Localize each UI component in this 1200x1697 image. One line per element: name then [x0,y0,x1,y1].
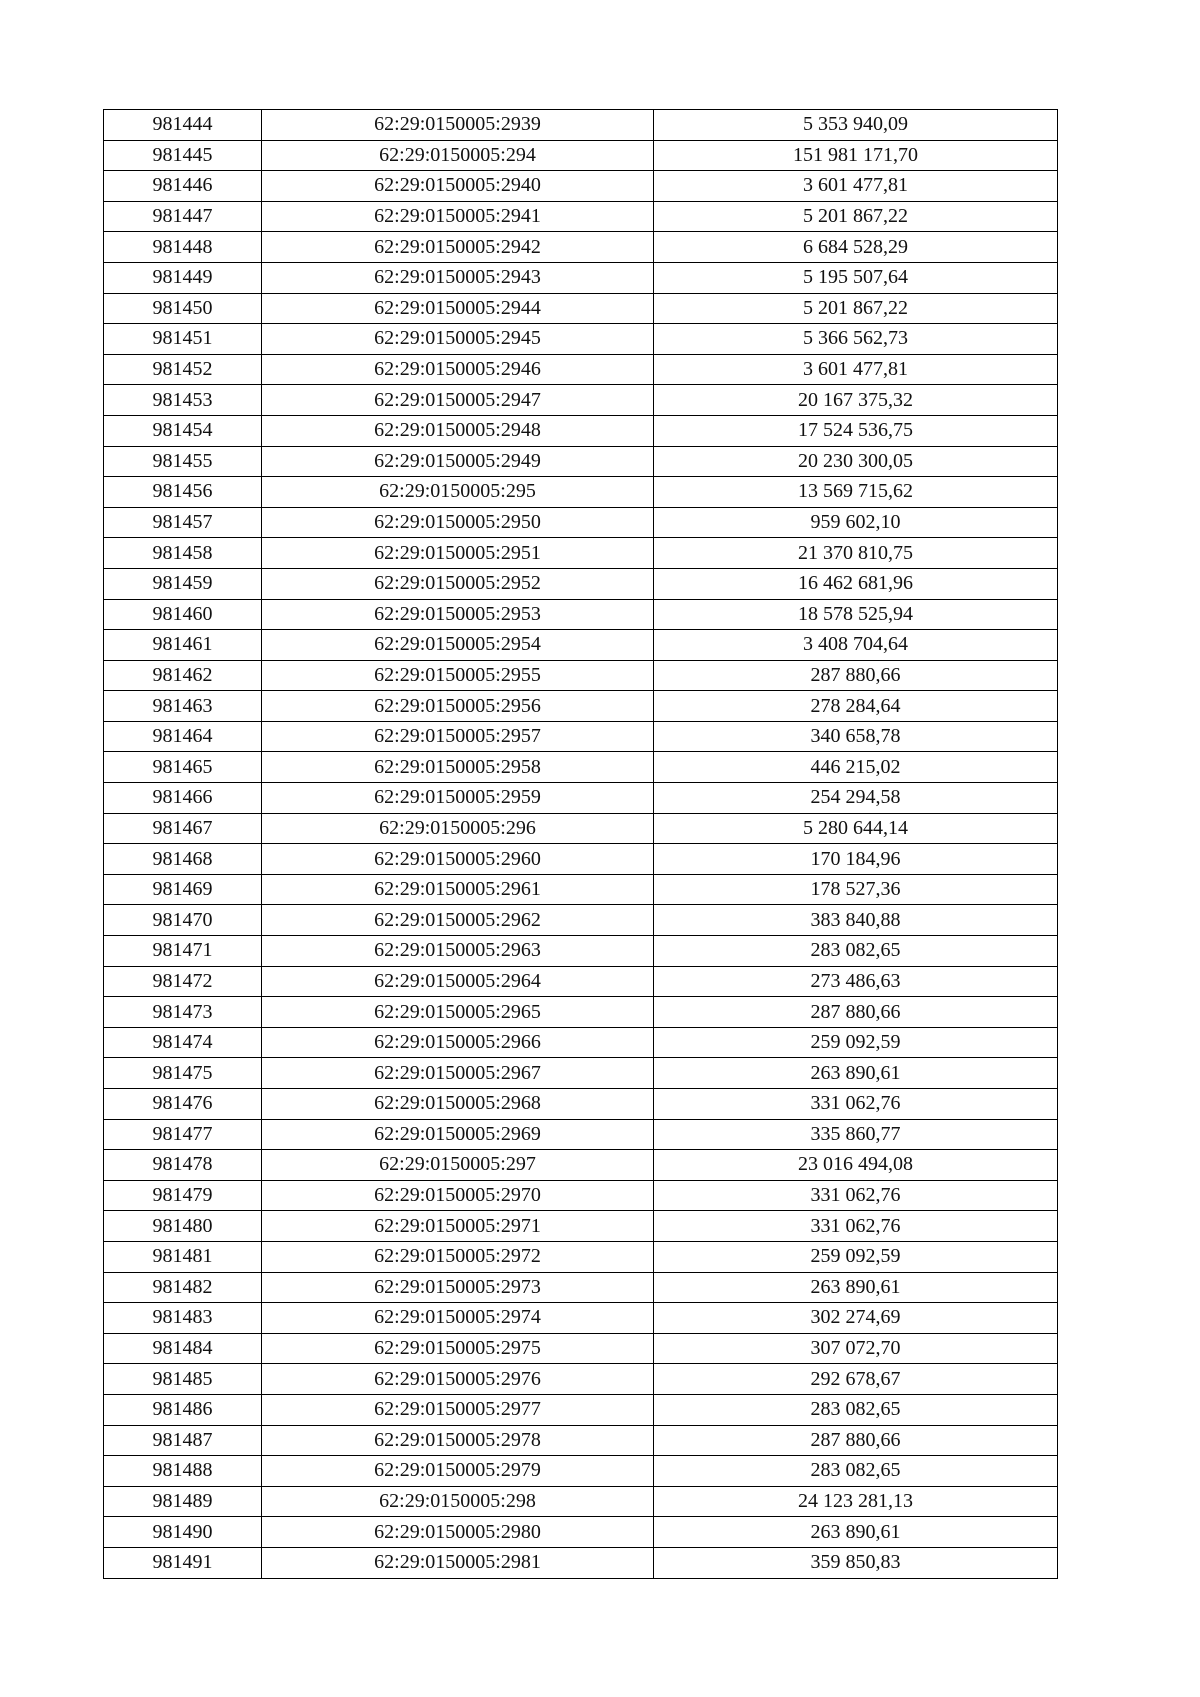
cadastral-number-cell: 62:29:0150005:2943 [262,262,654,293]
table-row [104,630,1058,661]
table-row [104,997,1058,1028]
cadastral-value-cell: 5 280 644,14 [654,813,1058,844]
cadastral-number-cell: 62:29:0150005:2968 [262,1089,654,1120]
cadastral-value-cell: 6 684 528,29 [654,232,1058,263]
row-number-cell: 981480 [104,1211,262,1242]
cadastral-value-cell: 3 601 477,81 [654,171,1058,202]
cadastral-number-cell: 62:29:0150005:2948 [262,415,654,446]
cadastral-number-cell: 62:29:0150005:2954 [262,630,654,661]
row-number-cell: 981473 [104,997,262,1028]
cadastral-value-cell: 283 082,65 [654,1394,1058,1425]
cadastral-number-cell: 62:29:0150005:2953 [262,599,654,630]
cadastral-number-cell: 62:29:0150005:2939 [262,110,654,141]
cadastral-value-cell: 292 678,67 [654,1364,1058,1395]
cadastral-value-cell: 13 569 715,62 [654,477,1058,508]
cadastral-value-cell: 307 072,70 [654,1333,1058,1364]
row-number-cell: 981445 [104,140,262,171]
cadastral-number-cell: 62:29:0150005:2979 [262,1456,654,1487]
cadastral-number-cell: 62:29:0150005:2946 [262,354,654,385]
cadastral-value-cell: 331 062,76 [654,1180,1058,1211]
cadastral-number-cell: 62:29:0150005:2950 [262,507,654,538]
table-row [104,354,1058,385]
cadastral-value-cell: 3 408 704,64 [654,630,1058,661]
table-row [104,171,1058,202]
cadastral-value-cell: 273 486,63 [654,966,1058,997]
cadastral-number-cell: 62:29:0150005:2981 [262,1547,654,1578]
row-number-cell: 981491 [104,1547,262,1578]
row-number-cell: 981453 [104,385,262,416]
cadastral-number-cell: 62:29:0150005:2965 [262,997,654,1028]
table-row [104,324,1058,355]
cadastral-value-cell: 254 294,58 [654,783,1058,814]
cadastral-value-cell: 302 274,69 [654,1303,1058,1334]
table-row [104,966,1058,997]
cadastral-number-cell: 62:29:0150005:2976 [262,1364,654,1395]
cadastral-value-cell: 340 658,78 [654,721,1058,752]
cadastral-value-cell: 263 890,61 [654,1272,1058,1303]
table-row [104,1211,1058,1242]
row-number-cell: 981460 [104,599,262,630]
cadastral-number-cell: 62:29:0150005:295 [262,477,654,508]
table-row [104,293,1058,324]
row-number-cell: 981487 [104,1425,262,1456]
cadastral-value-cell: 21 370 810,75 [654,538,1058,569]
cadastral-value-cell: 5 353 940,09 [654,110,1058,141]
row-number-cell: 981448 [104,232,262,263]
cadastral-number-cell: 62:29:0150005:2960 [262,844,654,875]
row-number-cell: 981474 [104,1027,262,1058]
table-row [104,1119,1058,1150]
row-number-cell: 981472 [104,966,262,997]
row-number-cell: 981476 [104,1089,262,1120]
cadastral-value-cell: 959 602,10 [654,507,1058,538]
cadastral-number-cell: 62:29:0150005:2949 [262,446,654,477]
row-number-cell: 981477 [104,1119,262,1150]
row-number-cell: 981471 [104,936,262,967]
cadastral-number-cell: 62:29:0150005:2975 [262,1333,654,1364]
row-number-cell: 981490 [104,1517,262,1548]
cadastral-number-cell: 62:29:0150005:2971 [262,1211,654,1242]
table-row [104,201,1058,232]
table-row [104,1517,1058,1548]
cadastral-number-cell: 62:29:0150005:2969 [262,1119,654,1150]
cadastral-value-cell: 278 284,64 [654,691,1058,722]
table-row [104,1089,1058,1120]
row-number-cell: 981485 [104,1364,262,1395]
cadastral-value-cell: 5 201 867,22 [654,293,1058,324]
row-number-cell: 981469 [104,874,262,905]
cadastral-number-cell: 62:29:0150005:2945 [262,324,654,355]
cadastral-number-cell: 62:29:0150005:2967 [262,1058,654,1089]
cadastral-value-cell: 20 230 300,05 [654,446,1058,477]
cadastral-number-cell: 62:29:0150005:2966 [262,1027,654,1058]
row-number-cell: 981450 [104,293,262,324]
cadastral-number-cell: 62:29:0150005:2980 [262,1517,654,1548]
cadastral-number-cell: 62:29:0150005:2955 [262,660,654,691]
table-row [104,1364,1058,1395]
cadastral-value-cell: 359 850,83 [654,1547,1058,1578]
table-row [104,1027,1058,1058]
row-number-cell: 981455 [104,446,262,477]
table-row [104,874,1058,905]
row-number-cell: 981452 [104,354,262,385]
cadastral-number-cell: 62:29:0150005:2957 [262,721,654,752]
cadastral-value-cell: 263 890,61 [654,1517,1058,1548]
table-row [104,538,1058,569]
table-row [104,936,1058,967]
cadastral-value-cell: 283 082,65 [654,936,1058,967]
cadastral-number-cell: 62:29:0150005:2940 [262,171,654,202]
cadastral-number-cell: 62:29:0150005:2972 [262,1241,654,1272]
table-row [104,110,1058,141]
cadastral-number-cell: 62:29:0150005:294 [262,140,654,171]
cadastral-number-cell: 62:29:0150005:2977 [262,1394,654,1425]
cadastral-value-cell: 20 167 375,32 [654,385,1058,416]
table-row [104,1333,1058,1364]
row-number-cell: 981464 [104,721,262,752]
cadastral-number-cell: 62:29:0150005:2961 [262,874,654,905]
cadastral-value-cell: 259 092,59 [654,1241,1058,1272]
cadastral-value-cell: 335 860,77 [654,1119,1058,1150]
cadastral-value-cell: 263 890,61 [654,1058,1058,1089]
cadastral-value-cell: 3 601 477,81 [654,354,1058,385]
row-number-cell: 981479 [104,1180,262,1211]
row-number-cell: 981467 [104,813,262,844]
table-row [104,477,1058,508]
cadastral-value-cell: 5 195 507,64 [654,262,1058,293]
row-number-cell: 981463 [104,691,262,722]
row-number-cell: 981447 [104,201,262,232]
row-number-cell: 981457 [104,507,262,538]
cadastral-value-cell: 5 201 867,22 [654,201,1058,232]
cadastral-value-cell: 23 016 494,08 [654,1150,1058,1181]
row-number-cell: 981444 [104,110,262,141]
cadastral-number-cell: 62:29:0150005:2974 [262,1303,654,1334]
row-number-cell: 981461 [104,630,262,661]
table-row [104,813,1058,844]
table-row [104,1394,1058,1425]
row-number-cell: 981465 [104,752,262,783]
cadastral-value-cell: 287 880,66 [654,660,1058,691]
cadastral-number-cell: 62:29:0150005:2970 [262,1180,654,1211]
cadastral-value-cell: 331 062,76 [654,1089,1058,1120]
cadastral-number-cell: 62:29:0150005:2963 [262,936,654,967]
table-row [104,1303,1058,1334]
cadastral-number-cell: 62:29:0150005:2973 [262,1272,654,1303]
table-row [104,752,1058,783]
table-row [104,783,1058,814]
cadastral-value-cell: 5 366 562,73 [654,324,1058,355]
table-row [104,905,1058,936]
row-number-cell: 981449 [104,262,262,293]
cadastral-value-cell: 446 215,02 [654,752,1058,783]
table-row [104,568,1058,599]
cadastral-value-cell: 24 123 281,13 [654,1486,1058,1517]
row-number-cell: 981454 [104,415,262,446]
cadastral-number-cell: 62:29:0150005:298 [262,1486,654,1517]
cadastral-number-cell: 62:29:0150005:2947 [262,385,654,416]
cadastral-number-cell: 62:29:0150005:2962 [262,905,654,936]
table-row [104,660,1058,691]
row-number-cell: 981462 [104,660,262,691]
cadastral-value-cell: 178 527,36 [654,874,1058,905]
cadastral-value-cell: 287 880,66 [654,997,1058,1028]
cadastral-value-cell: 383 840,88 [654,905,1058,936]
cadastral-value-cell: 17 524 536,75 [654,415,1058,446]
cadastral-value-cell: 283 082,65 [654,1456,1058,1487]
table-row [104,1425,1058,1456]
cadastral-number-cell: 62:29:0150005:2951 [262,538,654,569]
row-number-cell: 981446 [104,171,262,202]
cadastral-value-cell: 16 462 681,96 [654,568,1058,599]
table-row [104,1150,1058,1181]
table-row [104,507,1058,538]
cadastral-value-cell: 170 184,96 [654,844,1058,875]
cadastral-number-cell: 62:29:0150005:2941 [262,201,654,232]
cadastral-number-cell: 62:29:0150005:297 [262,1150,654,1181]
cadastral-number-cell: 62:29:0150005:2958 [262,752,654,783]
row-number-cell: 981470 [104,905,262,936]
cadastral-number-cell: 62:29:0150005:2978 [262,1425,654,1456]
table-row [104,446,1058,477]
row-number-cell: 981466 [104,783,262,814]
row-number-cell: 981483 [104,1303,262,1334]
cadastral-value-cell: 18 578 525,94 [654,599,1058,630]
row-number-cell: 981489 [104,1486,262,1517]
row-number-cell: 981459 [104,568,262,599]
table-row [104,691,1058,722]
table-row [104,415,1058,446]
table-row [104,1486,1058,1517]
row-number-cell: 981481 [104,1241,262,1272]
cadastral-value-cell: 151 981 171,70 [654,140,1058,171]
cadastral-number-cell: 62:29:0150005:2964 [262,966,654,997]
table-row [104,1180,1058,1211]
cadastral-number-cell: 62:29:0150005:2956 [262,691,654,722]
cadastral-value-table [103,109,1058,1579]
row-number-cell: 981456 [104,477,262,508]
table-row [104,1058,1058,1089]
table-row [104,385,1058,416]
cadastral-number-cell: 62:29:0150005:2944 [262,293,654,324]
table-row [104,140,1058,171]
cadastral-number-cell: 62:29:0150005:2942 [262,232,654,263]
table-row [104,599,1058,630]
row-number-cell: 981468 [104,844,262,875]
table-row [104,1272,1058,1303]
table-body [104,110,1058,1579]
row-number-cell: 981458 [104,538,262,569]
table-row [104,262,1058,293]
row-number-cell: 981482 [104,1272,262,1303]
cadastral-value-cell: 259 092,59 [654,1027,1058,1058]
cadastral-number-cell: 62:29:0150005:2952 [262,568,654,599]
row-number-cell: 981484 [104,1333,262,1364]
row-number-cell: 981478 [104,1150,262,1181]
table-row [104,721,1058,752]
cadastral-number-cell: 62:29:0150005:2959 [262,783,654,814]
table-row [104,1456,1058,1487]
cadastral-value-cell: 287 880,66 [654,1425,1058,1456]
cadastral-number-cell: 62:29:0150005:296 [262,813,654,844]
row-number-cell: 981451 [104,324,262,355]
table-row [104,1241,1058,1272]
cadastral-value-cell: 331 062,76 [654,1211,1058,1242]
table-row [104,844,1058,875]
table-row [104,232,1058,263]
row-number-cell: 981486 [104,1394,262,1425]
table-row [104,1547,1058,1578]
row-number-cell: 981488 [104,1456,262,1487]
row-number-cell: 981475 [104,1058,262,1089]
